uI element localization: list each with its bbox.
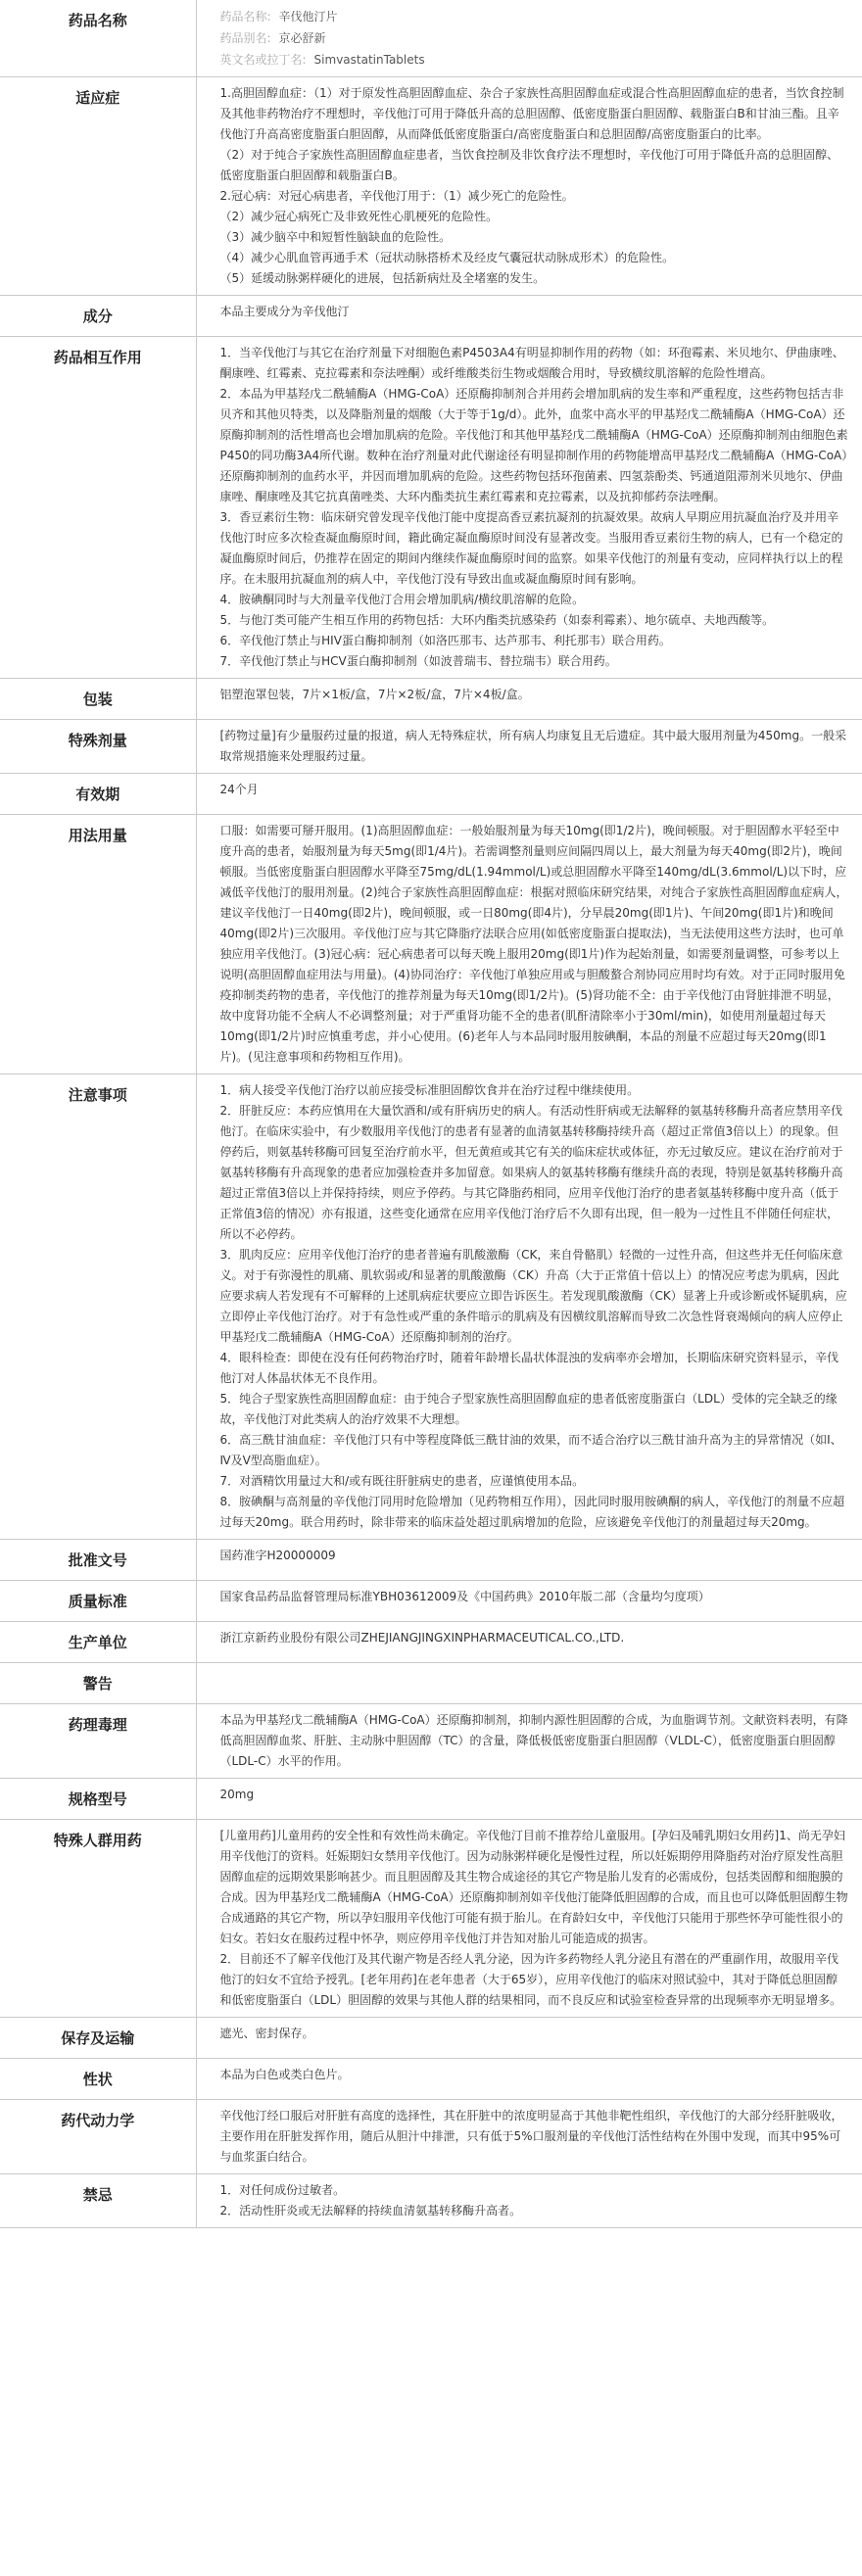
paragraph: 2．本品为甲基羟戊二酰辅酶A（HMG-CoA）还原酶抑制剂合并用药会增加肌病的发生率和严重程度，这些药物包括吉非贝齐和其他贝特类，以及降脂剂量的烟酸（大于等于1g/d）。此外，血浆中高水平的甲基羟戊二酰辅酶A（HMG-CoA）还原酶抑制剂的活性增高也会增加肌病的危险。辛伐他汀和其他甲基羟戊二酰辅酶A（HMG-CoA）还原酶抑制剂由细胞色素P450的同功酶3A4所代谢。数种在治疗剂量对此代谢途径有明显抑制作用的药物能增高甲基羟戊二酰辅酶A（HMG-CoA）还原酶抑制剂的血药水平，并因而增加肌病的危险。这些药物包括环孢菌素、四氢萘酚类、钙通道阻滞剂米贝地尔、伊曲康唑、酮康唑及其它抗真菌唑类、大环内酯类抗生素红霉素和克拉霉素，以及抗抑郁药奈法唑酮。 bbox=[219, 387, 848, 503]
spec-row-label: 警告 bbox=[0, 1663, 196, 1704]
paragraph: （3）减少脑卒中和短暂性脑缺血的危险性。 bbox=[219, 230, 452, 244]
spec-row bbox=[0, 1663, 862, 1704]
paragraph: 1.高胆固醇血症：（1）对于原发性高胆固醇血症、杂合子家族性高胆固醇血症或混合性高胆固醇血症的患者，当饮食控制及其他非药物治疗不理想时，辛伐他汀可用于降低升高的总胆固醇、低密度脂蛋白胆固醇、载脂蛋白B和甘油三酯。且辛伐他汀升高高密度脂蛋白胆固醇，从而降低低密度脂蛋白/高密度脂蛋白和总胆固醇/高密度脂蛋白的比率。 bbox=[219, 86, 844, 141]
paragraph: 5．与他汀类可能产生相互作用的药物包括：大环内酯类抗感染药（如泰利霉素）、地尔硫卓、夫地西酸等。 bbox=[219, 613, 775, 627]
name-entry-label: 英文名或拉丁名: bbox=[219, 53, 307, 67]
spec-row-value bbox=[196, 0, 862, 77]
spec-row-value bbox=[196, 1663, 862, 1704]
name-entry-label: 药品别名: bbox=[219, 31, 271, 45]
spec-row-label: 禁忌 bbox=[0, 2174, 196, 2228]
spec-row-label: 药品相互作用 bbox=[0, 337, 196, 679]
paragraph: 3．香豆素衍生物：临床研究曾发现辛伐他汀能中度提高香豆素抗凝剂的抗凝效果。故病人早期应用抗凝血治疗及并用辛伐他汀时应多次检查凝血酶原时间，籍此确定凝血酶原时间没有显著改变。当服用香豆素衍生物的病人，已有一个稳定的凝血酶原时间后，仍推荐在固定的期间内继续作凝血酶原时间的监察。如果辛伐他汀的剂量有变动，应同样执行以上的程序。在未服用抗凝血剂的病人中，辛伐他汀没有导致出血或凝血酶原时间有影响。 bbox=[219, 510, 843, 586]
paragraph: 24个月 bbox=[219, 783, 259, 796]
spec-row-label: 有效期 bbox=[0, 774, 196, 815]
paragraph: 本品为甲基羟戊二酰辅酶A（HMG-CoA）还原酶抑制剂，抑制内源性胆固醇的合成，为血脂调节剂。文献资料表明，有降低高胆固醇血浆、肝脏、主动脉中胆固醇（TC）的含量，降低极低密度脂蛋白胆固醇（VLDL-C），低密度脂蛋白胆固醇（LDL-C）水平的作用。 bbox=[219, 1713, 848, 1768]
paragraph: （4）减少心肌血管再通手术（冠状动脉搭桥术及经皮气囊冠状动脉成形术）的危险性。 bbox=[219, 251, 675, 264]
paragraph: 8．胺碘酮与高剂量的辛伐他汀同用时危险增加（见药物相互作用），因此同时服用胺碘酮的病人，辛伐他汀的剂量不应超过每天20mg。联合用药时，除非带来的临床益处超过肌病增加的危险，应该避免辛伐他汀的剂量超过每天20mg。 bbox=[219, 1495, 845, 1529]
paragraph: 4．眼科检查：即使在没有任何药物治疗时，随着年龄增长晶状体混浊的发病率亦会增加，长期临床研究资料显示，辛伐他汀对人体晶状体无不良作用。 bbox=[219, 1351, 839, 1385]
spec-row-label: 用法用量 bbox=[0, 815, 196, 1074]
paragraph: 4．胺碘酮同时与大剂量辛伐他汀合用会增加肌病/横纹肌溶解的危险。 bbox=[219, 593, 585, 606]
spec-row bbox=[0, 774, 862, 815]
spec-row-label: 药理毒理 bbox=[0, 1704, 196, 1779]
spec-row-value bbox=[196, 337, 862, 679]
paragraph: 20mg bbox=[219, 1788, 255, 1801]
spec-row bbox=[0, 2059, 862, 2100]
spec-row-value bbox=[196, 1074, 862, 1540]
spec-row bbox=[0, 1074, 862, 1540]
spec-row-label: 包装 bbox=[0, 679, 196, 720]
spec-row bbox=[0, 1820, 862, 2018]
spec-row-value bbox=[196, 815, 862, 1074]
spec-row-value bbox=[196, 720, 862, 774]
spec-row bbox=[0, 1704, 862, 1779]
paragraph: 1．对任何成份过敏者。 bbox=[219, 2183, 346, 2197]
spec-row-label: 注意事项 bbox=[0, 1074, 196, 1540]
spec-row-value bbox=[196, 2174, 862, 2228]
spec-row-label: 批准文号 bbox=[0, 1540, 196, 1581]
spec-row-label: 特殊人群用药 bbox=[0, 1820, 196, 2018]
paragraph: 铝塑泡罩包装，7片×1板/盒，7片×2板/盒，7片×4板/盒。 bbox=[219, 688, 530, 701]
paragraph: （2）减少冠心病死亡及非致死性心肌梗死的危险性。 bbox=[219, 210, 499, 223]
paragraph: 7．辛伐他汀禁止与HCV蛋白酶抑制剂（如波普瑞韦、替拉瑞韦）联合用药。 bbox=[219, 654, 617, 668]
paragraph: 2.冠心病：对冠心病患者，辛伐他汀用于：（1）减少死亡的危险性。 bbox=[219, 189, 574, 203]
spec-row-value bbox=[196, 1581, 862, 1622]
paragraph: [儿童用药]儿童用药的安全性和有效性尚未确定。辛伐他汀目前不推荐给儿童服用。[孕妇及哺乳期妇女用药]1、尚无孕妇用辛伐他汀的资料。妊娠期妇女禁用辛伐他汀。因为动脉粥样硬化是慢性过程，所以妊娠期停用降脂药对治疗原发性高胆固醇血症的远期效果影响甚少。而且胆固醇及其生物合成途径的其它产物是胎儿发育的必需成份，包括类固醇和细胞膜的合成。因为甲基羟戊二酰辅酶A（HMG-CoA）还原酶抑制剂如辛伐他汀能降低胆固醇的合成，而且也可以降低胆固醇生物合成通路的其它产物，所以孕妇服用辛伐他汀可能有损于胎儿。在育龄妇女中，辛伐他汀只能用于那些怀孕可能性很小的妇女。若妇女在服药过程中怀孕，则应停用辛伐他汀并告知对胎儿可能造成的损害。 bbox=[219, 1829, 848, 1945]
spec-row bbox=[0, 679, 862, 720]
paragraph: [药物过量]有少量服药过量的报道，病人无特殊症状，所有病人均康复且无后遗症。其中最大服用剂量为450mg。一般采取常规措施来处理服药过量。 bbox=[219, 729, 847, 763]
spec-row bbox=[0, 1779, 862, 1820]
name-entry bbox=[220, 6, 849, 27]
spec-row-value bbox=[196, 1704, 862, 1779]
paragraph: 国家食品药品监督管理局标准YBH03612009及《中国药典》2010年版二部（含量均匀度项） bbox=[219, 1590, 710, 1603]
paragraph: 7．对酒精饮用量过大和/或有既往肝脏病史的患者，应谨慎使用本品。 bbox=[219, 1474, 585, 1488]
spec-row-label: 适应症 bbox=[0, 77, 196, 296]
name-entry-label: 药品名称: bbox=[219, 10, 271, 24]
spec-row-value bbox=[196, 2059, 862, 2100]
spec-row-value bbox=[196, 1540, 862, 1581]
spec-row-value bbox=[196, 1779, 862, 1820]
paragraph: 5．纯合子型家族性高胆固醇血症：由于纯合子型家族性高胆固醇血症的患者低密度脂蛋白（LDL）受体的完全缺乏的缘故，辛伐他汀对此类病人的治疗效果不大理想。 bbox=[219, 1392, 838, 1426]
spec-row-value bbox=[196, 1820, 862, 2018]
spec-row bbox=[0, 815, 862, 1074]
paragraph: 2．目前还不了解辛伐他汀及其代谢产物是否经人乳分泌，因为许多药物经人乳分泌且有潜在的严重副作用，故服用辛伐他汀的妇女不宜给予授乳。[老年用药]在老年患者（大于65岁），应用辛伐他汀的临床对照试验中，其对于降低总胆固醇和低密度脂蛋白（LDL）胆固醇的效果与其他人群的结果相同，而不良反应和试验室检查异常的出现频率亦无明显增多。 bbox=[219, 1952, 842, 2007]
spec-row-label: 成分 bbox=[0, 296, 196, 337]
spec-row bbox=[0, 2100, 862, 2174]
spec-row bbox=[0, 2174, 862, 2228]
paragraph: 浙江京新药业股份有限公司ZHEJIANGJINGXINPHARMACEUTICAL.CO.,LTD. bbox=[219, 1631, 625, 1645]
name-entry bbox=[220, 49, 849, 71]
spec-row bbox=[0, 1540, 862, 1581]
paragraph: 口服：如需要可掰开服用。(1)高胆固醇血症：一般始服剂量为每天10mg(即1/2片)，晚间顿服。对于胆固醇水平轻至中度升高的患者，始服剂量为每天5mg(即1/4片)。若需调整剂量则应间隔四周以上，最大剂量为每天40mg(即2片)，晚间顿服。当低密度脂蛋白胆固醇水平降至75mg/dL(1.94mmol/L)或总胆固醇水平降至140mg/dL(3.6mmol/L)以下时，应减低辛伐他汀的服用剂量。(2)纯合子家族性高胆固醇血症：根据对照临床研究结果，对纯合子家族性高胆固醇血症病人，建议辛伐他汀一日40mg(即2片)，晚间顿服，或一日80mg(即4片)，分早晨20mg(即1片)、午间20mg(即1片)和晚间40mg(即2片)三次服用。辛伐他汀应与其它降脂疗法联合应用(如低密度脂蛋白提取法)，当无法使用这些方法时，也可单独应用辛伐他汀。(3)冠心病：冠心病患者可以每天晚上服用20mg(即1片)作为起始剂量，如需要剂量调整，可参考以上说明(高胆固醇血症用法与用量)。(4)协同治疗：辛伐他汀单独应用或与胆酸螯合剂协同应用时均有效。对于正同时服用免疫抑制类药物的患者，辛伐他汀的推荐剂量为每天10mg(即1/2片)。(5)肾功能不全：由于辛伐他汀由肾脏排泄不明显，故中度肾功能不全病人不必调整剂量；对于严重肾功能不全的患者(肌酐清除率小于30ml/min)，如使用剂量超过每天10mg(即1/2片)时应慎重考虑，并小心使用。(6)老年人与本品同时服用胺碘酮，本品的剂量不应超过每天20mg(即1片)。(见注意事项和药物相互作用)。 bbox=[219, 824, 848, 1064]
spec-row bbox=[0, 1622, 862, 1663]
paragraph: （2）对于纯合子家族性高胆固醇血症患者，当饮食控制及非饮食疗法不理想时，辛伐他汀可用于降低升高的总胆固醇、低密度脂蛋白胆固醇和载脂蛋白B。 bbox=[219, 148, 839, 182]
paragraph: 6．辛伐他汀禁止与HIV蛋白酶抑制剂（如洛匹那韦、达芦那韦、利托那韦）联合用药。 bbox=[219, 634, 671, 647]
spec-row-label: 药品名称 bbox=[0, 0, 196, 77]
spec-row-label: 规格型号 bbox=[0, 1779, 196, 1820]
spec-row bbox=[0, 1581, 862, 1622]
paragraph: 6．高三酰甘油血症：辛伐他汀只有中等程度降低三酰甘油的效果，而不适合治疗以三酰甘油升高为主的异常情况（如Ⅰ、Ⅳ及Ⅴ型高脂血症）。 bbox=[219, 1433, 842, 1467]
paragraph: 本品为白色或类白色片。 bbox=[219, 2068, 350, 2081]
paragraph: 本品主要成分为辛伐他汀 bbox=[219, 305, 350, 318]
paragraph: 遮光、密封保存。 bbox=[219, 2027, 314, 2040]
spec-row-value bbox=[196, 2018, 862, 2059]
spec-row-value bbox=[196, 296, 862, 337]
spec-row bbox=[0, 720, 862, 774]
paragraph: 辛伐他汀经口服后对肝脏有高度的选择性，其在肝脏中的浓度明显高于其他非靶性组织，辛伐他汀的大部分经肝脏吸收，主要作用在肝脏发挥作用，随后从胆汁中排泄，只有低于5%口服剂量的辛伐他汀活性结构在外围中发现，而其中95%可与血浆蛋白结合。 bbox=[219, 2109, 843, 2164]
spec-row-label: 药代动力学 bbox=[0, 2100, 196, 2174]
paragraph: 2．活动性肝炎或无法解释的持续血清氨基转移酶升高者。 bbox=[219, 2204, 522, 2218]
spec-row-label: 生产单位 bbox=[0, 1622, 196, 1663]
name-entry bbox=[220, 27, 849, 49]
paragraph: （5）延缓动脉粥样硬化的进展，包括新病灶及全堵塞的发生。 bbox=[219, 271, 546, 285]
name-entry-value: SimvastatinTablets bbox=[313, 53, 425, 67]
name-entry-value: 京必舒新 bbox=[278, 31, 326, 45]
spec-row bbox=[0, 77, 862, 296]
paragraph: 1．当辛伐他汀与其它在治疗剂量下对细胞色素P4503A4有明显抑制作用的药物（如：环孢霉素、米贝地尔、伊曲康唑、酮康唑、红霉素、克拉霉素和奈法唑酮）或纤维酸类衍生物或烟酸合用时，导致横纹肌溶解的危险性增高。 bbox=[219, 346, 844, 380]
spec-row-value bbox=[196, 1622, 862, 1663]
spec-row-label: 性状 bbox=[0, 2059, 196, 2100]
empty-value bbox=[220, 1669, 849, 1683]
spec-row-value bbox=[196, 2100, 862, 2174]
name-entry-value: 辛伐他汀片 bbox=[278, 10, 338, 24]
spec-row-value bbox=[196, 679, 862, 720]
spec-row-label: 质量标准 bbox=[0, 1581, 196, 1622]
paragraph: 2．肝脏反应：本药应慎用在大量饮酒和/或有肝病历史的病人。有活动性肝病或无法解释的氨基转移酶升高者应禁用辛伐他汀。在临床实验中，有少数服用辛伐他汀的患者有显著的血清氨基转移酶持续升高（超过正常值3倍以上）的现象。但停药后，则氨基转移酶可回复至治疗前水平，但无黄疸或其它有关的临床症状或体征，亦无过敏反应。建议在治疗前对于氨基转移酶有升高现象的患者应加强检查并多加留意。如果病人的氨基转移酶有继续升高的表现，特别是氨基转移酶升高超过正常值3倍以上并保持持续，则应予停药。与其它降脂药相同，应用辛伐他汀治疗的患者氨基转移酶中度升高（低于正常值3倍的情况）亦有报道，这些变化通常在应用辛伐他汀治疗后不久即有出现，但一般为一过性且不伴随任何症状，所以不必停药。 bbox=[219, 1104, 843, 1241]
spec-row-label: 特殊剂量 bbox=[0, 720, 196, 774]
paragraph: 3．肌肉反应：应用辛伐他汀治疗的患者普遍有肌酸激酶（CK，来自骨骼肌）轻微的一过性升高，但这些并无任何临床意义。对于有弥漫性的肌痛、肌软弱或/和显著的肌酸激酶（CK）升高（大于正常值十倍以上）的情况应考虑为肌病，因此应要求病人若发现有不可解释的上述肌病症状要应立即告诉医生。若发现肌酸激酶（CK）显著上升或诊断或怀疑肌病，应立即停止辛伐他汀治疗。对于有急性或严重的条件暗示的肌病及有因横纹肌溶解而导致二次急性肾衰竭倾向的病人应停止甲基羟戊二酰辅酶A（HMG-CoA）还原酶抑制剂的治疗。 bbox=[219, 1248, 847, 1344]
spec-row-label: 保存及运输 bbox=[0, 2018, 196, 2059]
spec-row bbox=[0, 0, 862, 77]
spec-row-value bbox=[196, 774, 862, 815]
spec-row bbox=[0, 337, 862, 679]
paragraph: 1．病人接受辛伐他汀治疗以前应接受标准胆固醇饮食并在治疗过程中继续使用。 bbox=[219, 1083, 640, 1097]
spec-row bbox=[0, 296, 862, 337]
paragraph: 国药准字H20000009 bbox=[219, 1549, 336, 1562]
spec-row-value bbox=[196, 77, 862, 296]
spec-row bbox=[0, 2018, 862, 2059]
